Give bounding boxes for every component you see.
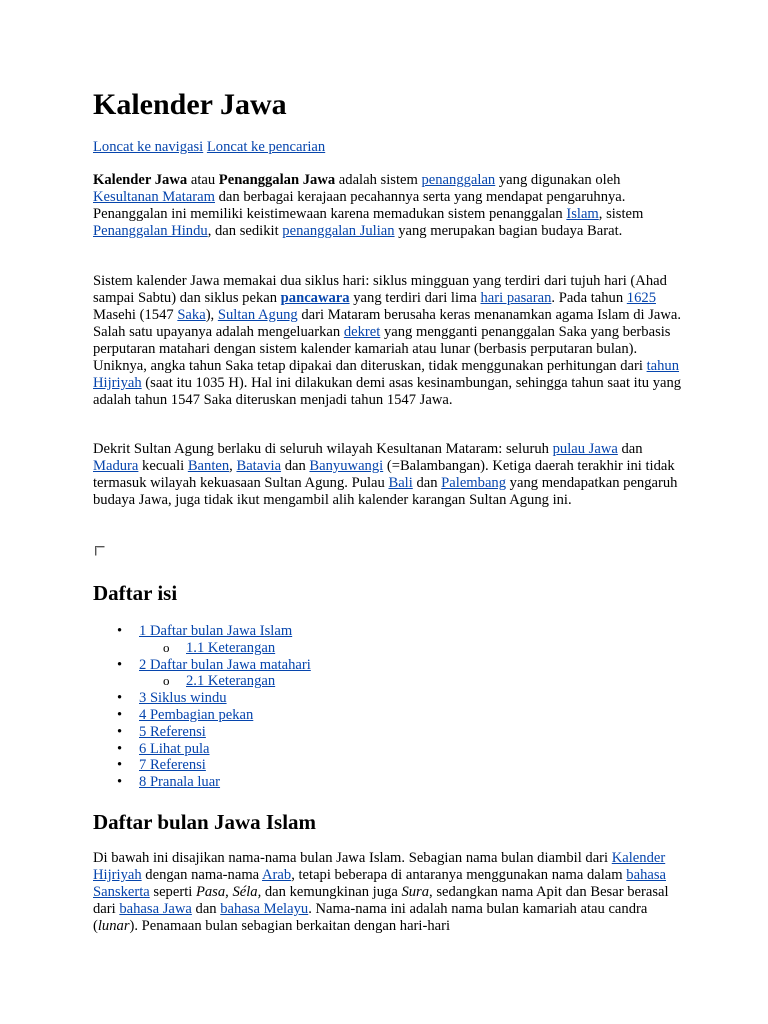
- bullet: •: [117, 623, 123, 639]
- text: , dan sedikit: [207, 223, 283, 239]
- text: seperti: [149, 884, 196, 900]
- text: kecuali: [138, 458, 188, 474]
- bullet: •: [117, 740, 123, 757]
- toc-toggle-checkbox-icon[interactable]: [95, 546, 105, 556]
- text: Di bawah ini disajikan nama-nama bulan Jawa Islam. Sebagian nama bulan diambil dari: [93, 850, 612, 866]
- section-paragraph: [93, 850, 683, 935]
- page-title: Kalender Jawa: [93, 88, 287, 121]
- toc-link-pranala-luar[interactable]: 8 Pranala luar: [139, 774, 221, 791]
- bullet: •: [117, 757, 123, 774]
- dekrit-paragraph: [93, 441, 683, 509]
- link-bahasa-melayu[interactable]: bahasa Melayu: [220, 901, 309, 917]
- link-arab[interactable]: Arab: [262, 867, 292, 883]
- text: adalah sistem: [335, 172, 422, 188]
- link-banyuwangi[interactable]: Banyuwangi: [309, 458, 384, 474]
- link-kalender-hijriyah[interactable]: Kalender Hijriyah: [93, 850, 666, 883]
- toc-link-siklus-windu[interactable]: 3 Siklus windu: [139, 690, 227, 707]
- text: , sedangkan nama Apit dan Besar berasal dari: [93, 884, 669, 917]
- text: ),: [205, 307, 218, 323]
- link-bali[interactable]: Bali: [388, 475, 413, 491]
- bullet: •: [117, 723, 123, 740]
- text: dan: [281, 458, 310, 474]
- link-dekret[interactable]: dekret: [343, 324, 381, 340]
- link-pancawara[interactable]: pancawara: [280, 290, 350, 306]
- text: yang digunakan oleh: [495, 172, 621, 188]
- toc-item: [93, 640, 311, 657]
- text: Masehi (1547: [93, 307, 178, 323]
- toc-link-referensi-2[interactable]: 7 Referensi: [139, 757, 206, 774]
- link-madura[interactable]: Madura: [93, 458, 139, 474]
- text: dengan nama-nama: [141, 867, 262, 883]
- text: . Nama-nama ini adalah nama bulan kamariah atau candra (: [93, 901, 648, 934]
- text: . Pada tahun: [551, 290, 627, 306]
- toc-item: [93, 707, 311, 724]
- link-hari-pasaran[interactable]: hari pasaran: [480, 290, 552, 306]
- toc-item: [93, 623, 311, 640]
- toc-link-pembagian-pekan[interactable]: 4 Pembagian pekan: [139, 706, 254, 723]
- link-pulau-jawa[interactable]: pulau Jawa: [552, 441, 618, 457]
- toc-link-keterangan-2[interactable]: 2.1 Keterangan: [186, 673, 276, 690]
- text: , tetapi beberapa di antaranya menggunakan nama dalam: [291, 867, 627, 883]
- skip-to-search-link[interactable]: Loncat ke pencarian: [206, 139, 326, 155]
- sub-bullet: o: [163, 639, 170, 655]
- link-palembang[interactable]: Palembang: [441, 475, 507, 491]
- toc-link-daftar-bulan-jawa-islam[interactable]: 1 Daftar bulan Jawa Islam: [139, 623, 293, 639]
- link-batavia[interactable]: Batavia: [236, 458, 282, 474]
- text: (saat itu 1035 H). Hal ini dilakukan demi asas kesinambungan, sehingga tahun saat itu yang adalah tahun 1547 Saka diteruskan menjadi tahun 1547 Jawa.: [93, 375, 682, 408]
- table-of-contents: [93, 623, 311, 791]
- text: (=Balambangan). Ketiga daerah terakhir ini tidak termasuk wilayah kekuasaan Sultan Agung. Pulau: [93, 458, 675, 491]
- text: dari Mataram berusaha keras menanamkan agama Islam di Jawa. Salah satu upayanya adalah mengeluarkan: [93, 307, 682, 340]
- skip-to-navigation-link[interactable]: Loncat ke navigasi: [93, 139, 204, 155]
- bullet: •: [117, 774, 123, 791]
- toc-link-lihat-pula[interactable]: 6 Lihat pula: [139, 740, 210, 757]
- toc-link-keterangan-1[interactable]: 1.1 Keterangan: [186, 639, 276, 656]
- toc-heading: Daftar isi: [93, 581, 178, 605]
- text: dan kemungkinan juga: [261, 884, 402, 900]
- link-penanggalan-julian[interactable]: penanggalan Julian: [282, 223, 395, 239]
- link-tahun-hijriyah[interactable]: tahun Hijriyah: [93, 358, 680, 391]
- text: ). Penamaan bulan sebagian berkaitan dengan hari-hari: [129, 918, 451, 934]
- section-heading-daftar-bulan-jawa-islam: Daftar bulan Jawa Islam: [93, 810, 317, 834]
- italic-term: Pasa: [195, 884, 226, 900]
- skip-links: [93, 139, 325, 156]
- italic-term: Sura: [401, 884, 430, 900]
- text: dan: [191, 901, 221, 917]
- text: ,: [225, 884, 233, 900]
- toc-item: [93, 673, 311, 690]
- text: , sistem: [598, 206, 644, 222]
- link-saka[interactable]: Saka: [177, 307, 206, 323]
- toc-item: [93, 724, 311, 741]
- link-penanggalan[interactable]: penanggalan: [421, 172, 496, 188]
- text: yang mendapatkan pengaruh budaya Jawa, juga tidak ikut mengambil alih kalender karangan Sultan Agung ini.: [93, 475, 678, 508]
- term-kalender-jawa: Kalender Jawa: [93, 172, 188, 188]
- toc-item: [93, 757, 311, 774]
- bullet: •: [117, 706, 123, 723]
- text: Sistem kalender Jawa memakai dua siklus hari: siklus mingguan yang terdiri dari tujuh hari (Ahad sampai Sabtu) dan siklus pekan: [93, 273, 667, 306]
- toc-item: [93, 774, 311, 791]
- toc-item: [93, 657, 311, 674]
- toc-link-daftar-bulan-jawa-matahari[interactable]: 2 Daftar bulan Jawa matahari: [139, 656, 311, 673]
- link-kesultanan-mataram[interactable]: Kesultanan Mataram: [93, 189, 215, 205]
- text: yang terdiri dari lima: [349, 290, 481, 306]
- italic-term: Séla,: [232, 884, 262, 900]
- bullet: •: [117, 690, 123, 707]
- intro-paragraph: [93, 172, 683, 240]
- toc-link-referensi-1[interactable]: 5 Referensi: [139, 723, 206, 740]
- text: dan: [617, 441, 643, 457]
- link-penanggalan-hindu[interactable]: Penanggalan Hindu: [93, 223, 208, 239]
- text: Dekrit Sultan Agung berlaku di seluruh wilayah Kesultanan Mataram: seluruh: [93, 441, 553, 457]
- text: dan berbagai kerajaan pecahannya serta yang mendapat pengaruhnya. Penanggalan ini memiliki keistimewaan karena memadukan sistem penanggalan: [93, 189, 626, 222]
- link-banten[interactable]: Banten: [187, 458, 230, 474]
- sub-bullet: o: [163, 673, 170, 689]
- link-bahasa-sanskerta[interactable]: bahasa Sanskerta: [93, 867, 667, 900]
- text: ,: [229, 458, 237, 474]
- bullet: •: [117, 656, 123, 673]
- italic-term: lunar: [97, 918, 130, 934]
- link-sultan-agung[interactable]: Sultan Agung: [217, 307, 298, 323]
- link-bahasa-jawa[interactable]: bahasa Jawa: [119, 901, 192, 917]
- toc-item: [93, 741, 311, 758]
- text: yang merupakan bagian budaya Barat.: [394, 223, 623, 239]
- text: dan: [412, 475, 442, 491]
- siklus-paragraph: [93, 273, 683, 409]
- toc-item: [93, 690, 311, 707]
- text: atau: [187, 172, 219, 188]
- link-1625[interactable]: 1625: [626, 290, 656, 306]
- link-islam[interactable]: Islam: [566, 206, 599, 222]
- text: yang mengganti penanggalan Saka yang berbasis perputaran matahari dengan sistem kalender kamariah atau lunar (berbasis perputaran bulan). Uniknya, angka tahun Saka tetap dipakai dan diteruskan, tidak menggunakan perhitungan dari: [93, 324, 671, 374]
- term-penanggalan-jawa: Penanggalan Jawa: [218, 172, 336, 188]
